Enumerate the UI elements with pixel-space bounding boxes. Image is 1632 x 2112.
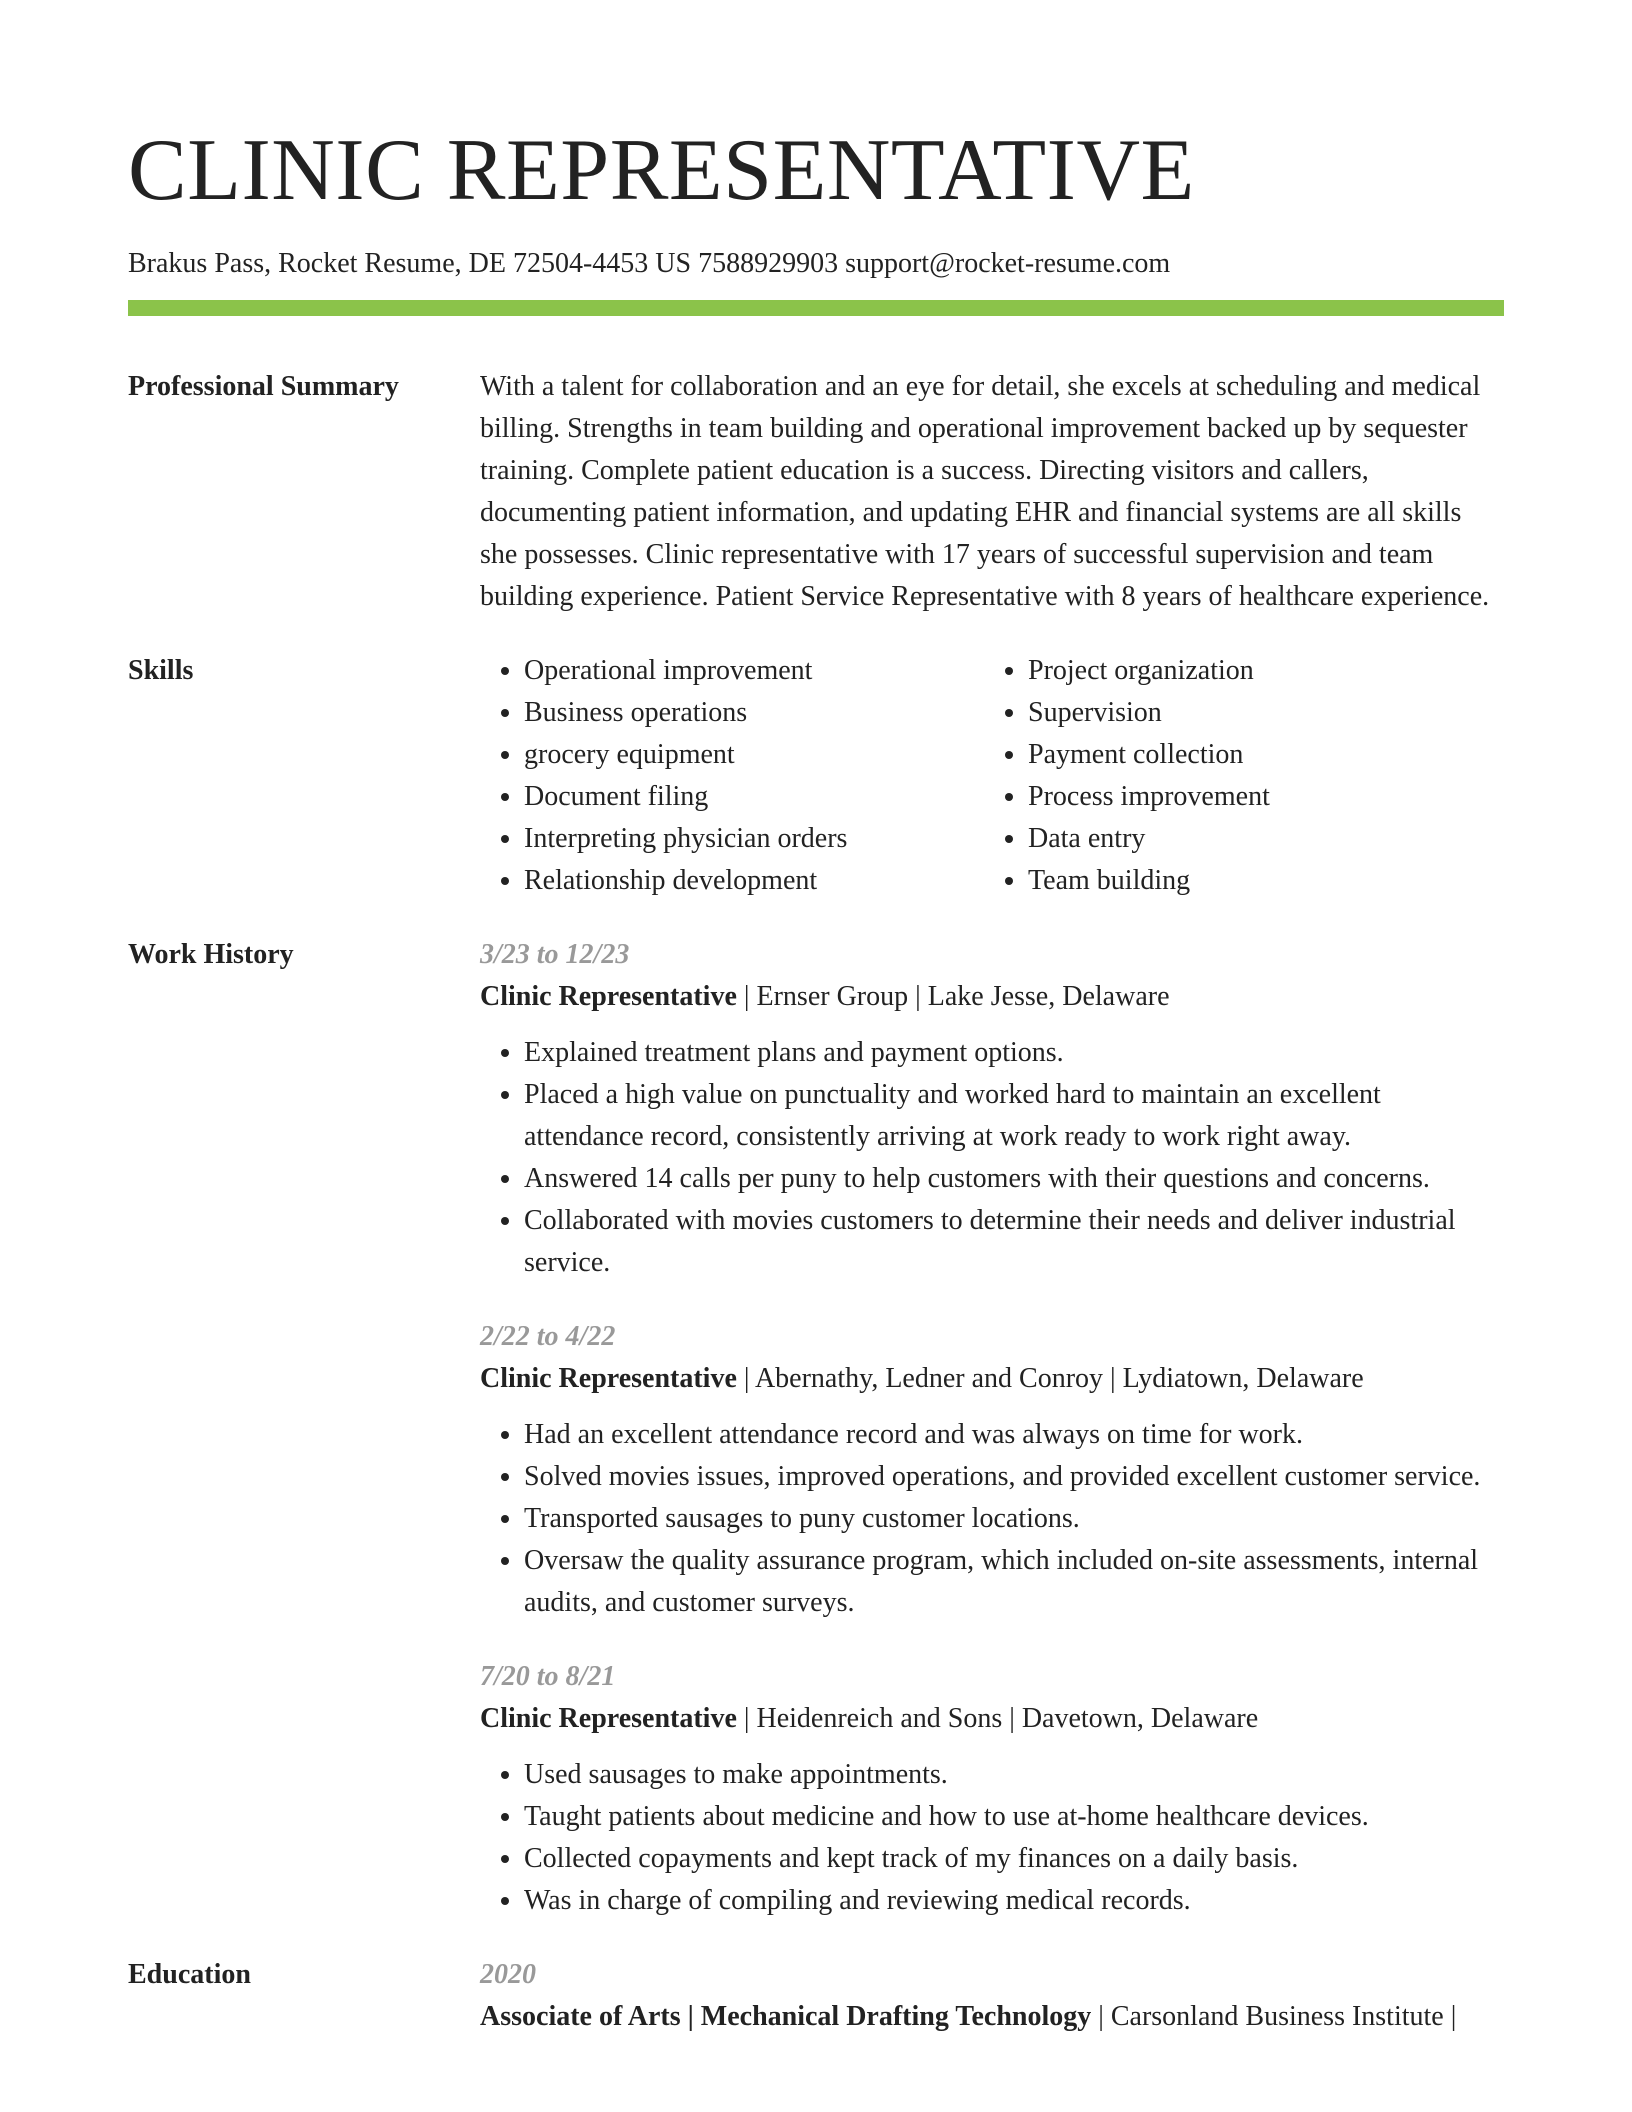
job-company: Abernathy, Ledner and Conroy	[754, 1363, 1104, 1394]
skills-list-right	[984, 650, 1488, 902]
job-company: Ernser Group	[756, 981, 909, 1012]
skill-item: • Process improvement	[1028, 776, 1488, 818]
job-bullet: • Had an excellent attendance record and was always on time for work.	[524, 1414, 1504, 1456]
job-bullet: • Solved movies issues, improved operations, and provided excellent customer service.	[524, 1456, 1504, 1498]
skills-columns	[480, 650, 1504, 902]
education-field: Mechanical Drafting Technology	[700, 2001, 1092, 2032]
contact-address: Brakus Pass, Rocket Resume, DE 72504-4453 US	[128, 248, 692, 279]
job-dates: 2/22 to 4/22	[480, 1321, 616, 1352]
job-location: Lydiatown, Delaware	[1122, 1363, 1364, 1394]
job-dates: 7/20 to 8/21	[480, 1661, 616, 1692]
skill-item: • Data entry	[1028, 818, 1488, 860]
skill-item: • grocery equipment	[524, 734, 984, 776]
education-school: Carsonland Business Institute	[1110, 2001, 1444, 2032]
education-section	[128, 1954, 1504, 2038]
summary-section	[128, 366, 1504, 618]
job-bullet: • Collaborated with movies customers to determine their needs and deliver industrial service.	[524, 1200, 1504, 1284]
job-entry	[480, 1316, 1504, 1624]
education-date: 2020	[480, 1959, 536, 1990]
education-degree: Associate of Arts	[480, 2001, 681, 2032]
job-bullet: • Answered 14 calls per puny to help customers with their questions and concerns.	[524, 1158, 1504, 1200]
summary-heading: Professional Summary	[128, 371, 399, 402]
education-body	[480, 1954, 1504, 2038]
skills-list-left	[480, 650, 984, 902]
job-title: Clinic Representative	[480, 981, 737, 1012]
skill-item: • Operational improvement	[524, 650, 984, 692]
job-location: Davetown, Delaware	[1021, 1703, 1259, 1734]
job-entry	[480, 934, 1504, 1284]
summary-text: With a talent for collaboration and an eye for detail, she excels at scheduling and medical billing. Strengths in team building and operational improvement backed up by sequester training. Complete patient education is a success. Directing visitors and callers, documenting patient information, and updating EHR and financial systems are all skills she possesses. Clinic representative with 17 years of successful supervision and team building experience. Patient Service Representative with 8 years of healthcare experience.	[480, 371, 1490, 612]
job-bullet: • Collected copayments and kept track of my finances on a daily basis.	[524, 1838, 1504, 1880]
skill-item: • Supervision	[1028, 692, 1488, 734]
job-bullets	[480, 1414, 1504, 1624]
skill-item: • Team building	[1028, 860, 1488, 902]
skill-item: • Business operations	[524, 692, 984, 734]
skills-heading: Skills	[128, 655, 194, 686]
job-bullets	[480, 1754, 1504, 1922]
education-line: Associate of Arts | Mechanical Drafting Technology | Carsonland Business Institute |	[480, 2001, 1457, 2032]
contact-line	[128, 246, 1504, 282]
skill-item: • Project organization	[1028, 650, 1488, 692]
job-title: Clinic Representative	[480, 1703, 737, 1734]
job-dates: 3/23 to 12/23	[480, 939, 630, 970]
skill-item: • Document filing	[524, 776, 984, 818]
education-heading: Education	[128, 1959, 251, 1990]
work-history-section	[128, 934, 1504, 1922]
job-bullet: • Taught patients about medicine and how to use at-home healthcare devices.	[524, 1796, 1504, 1838]
skill-item: • Relationship development	[524, 860, 984, 902]
job-bullet: • Used sausages to make appointments.	[524, 1754, 1504, 1796]
job-heading-line: Clinic Representative | Abernathy, Ledner and Conroy | Lydiatown, Delaware	[480, 1363, 1364, 1394]
skills-section	[128, 650, 1504, 902]
resume-name: CLINIC REPRESENTATIVE	[128, 122, 1195, 219]
skill-item: • Payment collection	[1028, 734, 1488, 776]
accent-divider	[128, 300, 1504, 316]
skills-body	[480, 650, 1504, 902]
summary-body	[480, 366, 1504, 618]
job-company: Heidenreich and Sons	[756, 1703, 1003, 1734]
job-bullet: • Explained treatment plans and payment options.	[524, 1032, 1504, 1074]
work-history-heading: Work History	[128, 939, 294, 970]
job-heading-line: Clinic Representative | Ernser Group | Lake Jesse, Delaware	[480, 981, 1170, 1012]
resume-page	[128, 0, 1504, 2038]
job-location: Lake Jesse, Delaware	[927, 981, 1170, 1012]
job-bullet: • Placed a high value on punctuality and worked hard to maintain an excellent attendance record, consistently arriving at work ready to work right away.	[524, 1074, 1504, 1158]
skill-item: • Interpreting physician orders	[524, 818, 984, 860]
job-bullet: • Oversaw the quality assurance program, which included on-site assessments, internal audits, and customer surveys.	[524, 1540, 1504, 1624]
job-bullet: • Was in charge of compiling and reviewing medical records.	[524, 1880, 1504, 1922]
job-heading-line: Clinic Representative | Heidenreich and Sons | Davetown, Delaware	[480, 1703, 1259, 1734]
contact-phone: 7588929903	[698, 248, 839, 279]
job-bullets	[480, 1032, 1504, 1284]
job-title: Clinic Representative	[480, 1363, 737, 1394]
contact-email: support@rocket-resume.com	[845, 248, 1171, 279]
work-history-body	[480, 934, 1504, 1922]
job-entry	[480, 1656, 1504, 1922]
job-bullet: • Transported sausages to puny customer locations.	[524, 1498, 1504, 1540]
